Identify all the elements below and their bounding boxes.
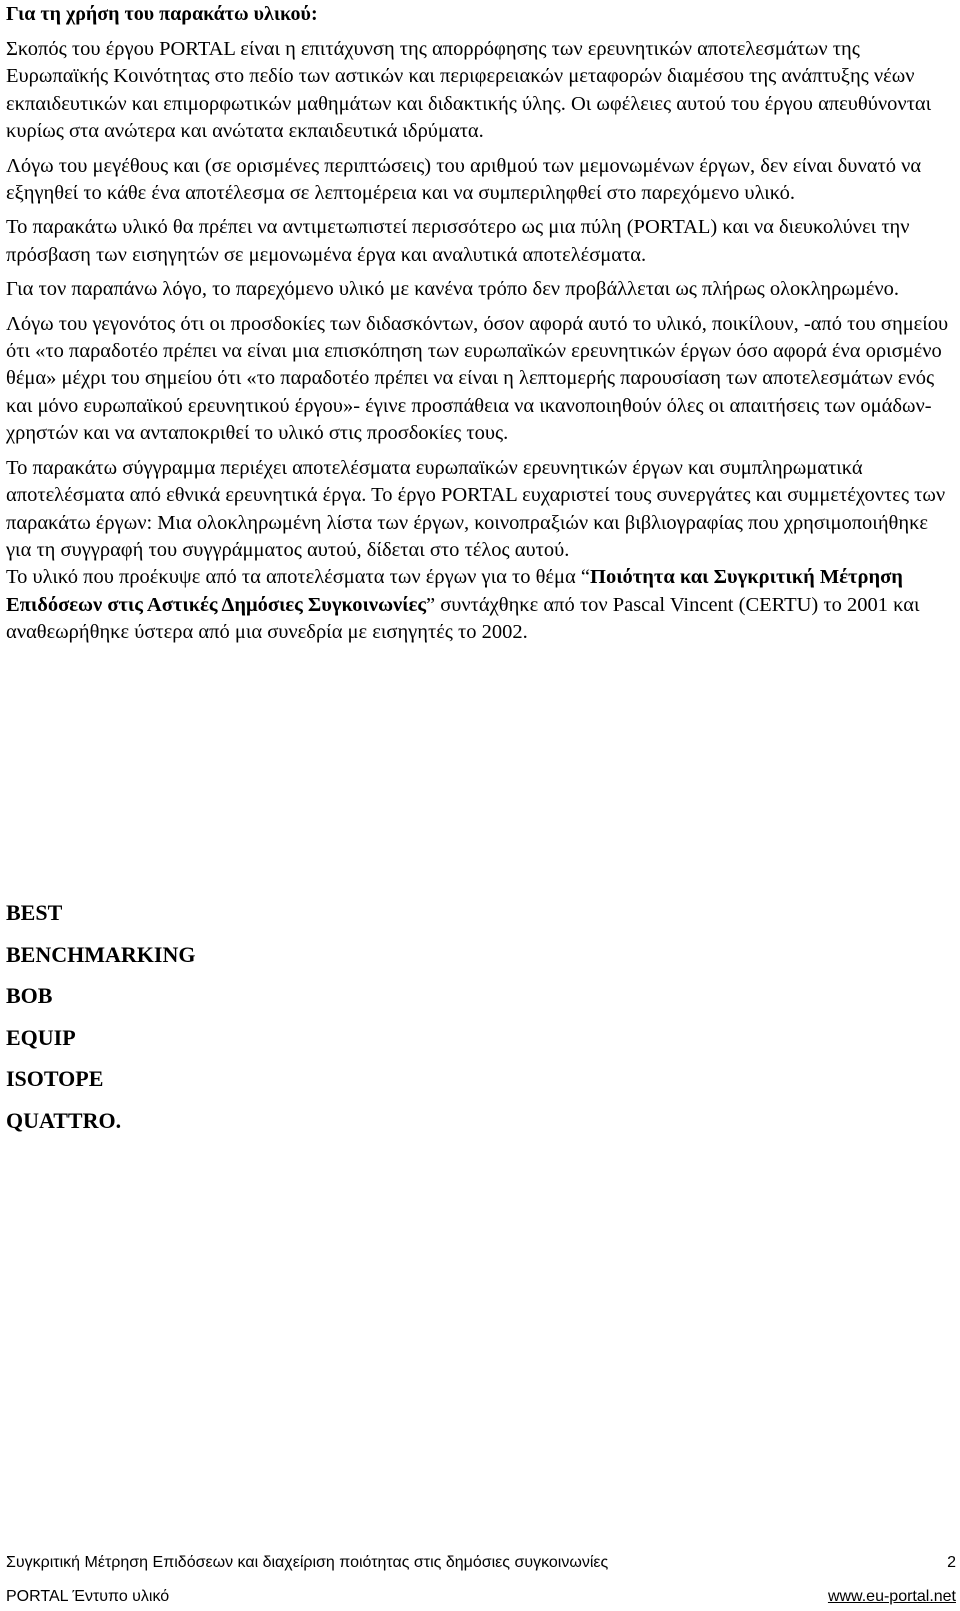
footer-doc-label: PORTAL Έντυπο υλικό <box>6 1588 170 1605</box>
website-link[interactable]: www.eu-portal.net <box>827 1588 956 1605</box>
footer-doc-line <box>6 1587 956 1607</box>
body-text <box>6 36 951 654</box>
project-item: ISOTOPE <box>6 1066 104 1092</box>
paragraph-authorship <box>6 564 951 646</box>
footer-title: Συγκριτική Μέτρηση Επιδόσεων και διαχείριση ποιότητας στις δημόσιες συγκοινωνίες <box>6 1554 609 1571</box>
project-item: EQUIP <box>6 1024 76 1050</box>
paragraph-completeness: Για τον παραπάνω λόγο, το παρεχόμενο υλικό με κανένα τρόπο δεν προβάλλεται ως πλήρως ολοκληρωμένο. <box>6 278 900 301</box>
paragraph-contents: Το παρακάτω σύγγραμμα περιέχει αποτελέσματα ευρωπαϊκών ερευνητικών έργων και συμπληρωματικά αποτελέσματα από εθνικά ερευνητικά έργα. Το έργο PORTAL ευχαριστεί τους συνεργάτες και συμμετέχοντες των παρακάτω έργων: Μια ολοκληρωμένη λίστα των έργων, κοινοπραξιών και βιβλιογραφίας που χρησιμοποιήθηκε για τη συγγραφή του συγγράμματος αυτού, δίδεται στο τέλος αυτού. <box>6 456 946 561</box>
project-item: BEST <box>6 900 63 925</box>
paragraph-expectations: Λόγω του γεγονότος ότι οι προσδοκίες των διδασκόντων, όσον αφορά αυτό το υλικό, ποικίλουν, -από του σημείου ότι «το παραδοτέο πρέπει να είναι μια επισκόπηση των ευρωπαϊκών ερευνητικών έργων όσο αφορά ένα ορισμένο θέμα» μέχρι του σημείου ότι «το παραδοτέο πρέπει να είναι η λεπτομερής παρουσίαση των αποτελεσμάτων ενός και μόνο ευρωπαϊκού ερευνητικού έργου»- έγινε προσπάθεια να ικανοποιηθούν όλες οι απαιτήσεις των ομάδων-χρηστών και να ανταποκριθεί το υλικό στις προσδοκίες τους. <box>6 312 949 445</box>
paragraph-purpose: Σκοπός του έργου PORTAL είναι η επιτάχυνση της απορρόφησης των ερευνητικών αποτελεσμάτων της Ευρωπαϊκής Κοινότητας στο πεδίο των αστικών και περιφερειακών μεταφορών διαμέσου της ανάπτυξης νέων εκπαιδευτικών και επιμορφωτικών μαθημάτων και διδακτικής ύλης. Οι ωφέλειες αυτού του έργου απευθύνονται κυρίως στα ανώτερα και ανώτατα εκπαιδευτικά ιδρύματα. <box>6 38 932 143</box>
paragraph-portal: Το παρακάτω υλικό θα πρέπει να αντιμετωπιστεί περισσότερο ως μια πύλη (PORTAL) και να διευκολύνει την πρόσβαση των εισηγητών σε μεμονωμένα έργα και αναλυτικά αποτελέσματα. <box>6 216 910 266</box>
project-item: BENCHMARKING <box>6 941 196 967</box>
page-number: 2 <box>947 1554 956 1571</box>
topic-title: Ποιότητα και Συγκριτική Μέτρηση Επιδόσεων στις Αστικές Δημόσιες Συγκοινωνίες <box>6 566 903 616</box>
project-list <box>6 900 195 1150</box>
section-heading: Για τη χρήση του παρακάτω υλικού: <box>6 3 318 25</box>
paragraph-scope: Λόγω του μεγέθους και (σε ορισμένες περιπτώσεις) του αριθμού των μεμονωμένων έργων, δεν είναι δυνατό να εξηγηθεί το κάθε ένα αποτέλεσμα σε λεπτομέρεια και να συμπεριληφθεί στο παρεχόμενο υλικό. <box>6 154 922 205</box>
authorship-text-end: ” συντάχθηκε από τον Pascal Vincent (CERTU) το 2001 και αναθεωρήθηκε ύστερα από μια συνεδρία με εισηγητές το 2002. <box>6 593 920 644</box>
project-item: QUATTRO. <box>6 1107 122 1133</box>
footer-title-line <box>6 1553 956 1573</box>
project-item: BOB <box>6 983 53 1009</box>
authorship-text-start: Το υλικό που προέκυψε από τα αποτελέσματα των έργων για το θέμα “ <box>6 566 590 589</box>
